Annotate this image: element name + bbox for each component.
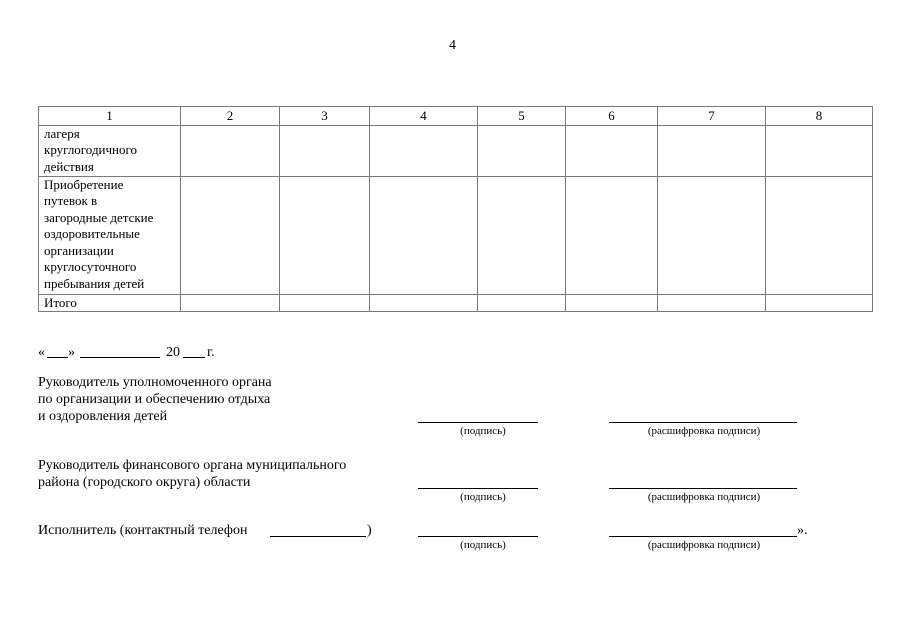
column-number: 1 bbox=[39, 107, 181, 126]
name-decode-caption: (расшифровка подписи) bbox=[647, 491, 761, 503]
table-cell bbox=[478, 176, 566, 294]
table-cell bbox=[766, 294, 873, 312]
phone-blank[interactable] bbox=[270, 536, 366, 537]
table-row-total bbox=[39, 294, 873, 312]
page-number: 4 bbox=[449, 38, 456, 53]
column-number: 7 bbox=[658, 107, 766, 126]
name-decode-line[interactable] bbox=[609, 536, 797, 537]
name-decode-caption: (расшифровка подписи) bbox=[647, 539, 761, 551]
date-open-quote: « bbox=[38, 345, 45, 360]
signature-line[interactable] bbox=[418, 488, 538, 489]
table-cell bbox=[766, 176, 873, 294]
year-prefix: 20 bbox=[166, 345, 180, 360]
table-cell bbox=[658, 125, 766, 176]
table-cell bbox=[478, 294, 566, 312]
data-table bbox=[38, 106, 873, 312]
table-cell bbox=[181, 125, 280, 176]
table-cell bbox=[181, 294, 280, 312]
signature-caption: (подпись) bbox=[460, 491, 506, 503]
year-blank[interactable] bbox=[183, 357, 205, 358]
signature-line[interactable] bbox=[418, 536, 538, 537]
table-cell bbox=[370, 125, 478, 176]
table-row bbox=[39, 176, 873, 294]
table-cell bbox=[370, 294, 478, 312]
column-number: 6 bbox=[566, 107, 658, 126]
year-suffix: г. bbox=[207, 345, 215, 360]
name-decode-line[interactable] bbox=[609, 422, 797, 423]
signature-line[interactable] bbox=[418, 422, 538, 423]
table-cell bbox=[370, 176, 478, 294]
signature-caption: (подпись) bbox=[460, 425, 506, 437]
table-cell bbox=[766, 125, 873, 176]
column-number: 5 bbox=[478, 107, 566, 126]
column-number: 4 bbox=[370, 107, 478, 126]
table-cell bbox=[478, 125, 566, 176]
signatory-title: района (городского округа) области bbox=[38, 475, 251, 490]
day-blank[interactable] bbox=[47, 357, 68, 358]
table-cell bbox=[280, 176, 370, 294]
table-cell bbox=[566, 176, 658, 294]
table-cell bbox=[658, 294, 766, 312]
signatory-title: по организации и обеспечению отдыха bbox=[38, 392, 271, 407]
executor-label-close: ) bbox=[367, 523, 372, 538]
row-label: Приобретение путевок в загородные детские оздоровительные организации круглосуточного пребывания детей bbox=[39, 176, 181, 294]
table-cell bbox=[181, 176, 280, 294]
closing-quote: ». bbox=[797, 523, 808, 538]
column-number: 2 bbox=[181, 107, 280, 126]
signatory-title: Руководитель уполномоченного органа bbox=[38, 375, 272, 390]
column-number: 3 bbox=[280, 107, 370, 126]
table-cell bbox=[566, 125, 658, 176]
signature-caption: (подпись) bbox=[460, 539, 506, 551]
signatory-title: Руководитель финансового органа муниципального bbox=[38, 458, 347, 473]
table-row bbox=[39, 125, 873, 176]
table-header-row bbox=[39, 107, 873, 126]
executor-label: Исполнитель (контактный телефон bbox=[38, 523, 248, 538]
month-blank[interactable] bbox=[80, 357, 160, 358]
name-decode-caption: (расшифровка подписи) bbox=[647, 425, 761, 437]
table-cell bbox=[658, 176, 766, 294]
date-close-quote: » bbox=[68, 345, 75, 360]
column-number: 8 bbox=[766, 107, 873, 126]
row-label: лагеря круглогодичного действия bbox=[39, 125, 181, 176]
table-cell bbox=[280, 125, 370, 176]
table-cell bbox=[280, 294, 370, 312]
signatory-title: и оздоровления детей bbox=[38, 409, 168, 424]
name-decode-line[interactable] bbox=[609, 488, 797, 489]
row-label: Итого bbox=[39, 294, 181, 312]
table-cell bbox=[566, 294, 658, 312]
